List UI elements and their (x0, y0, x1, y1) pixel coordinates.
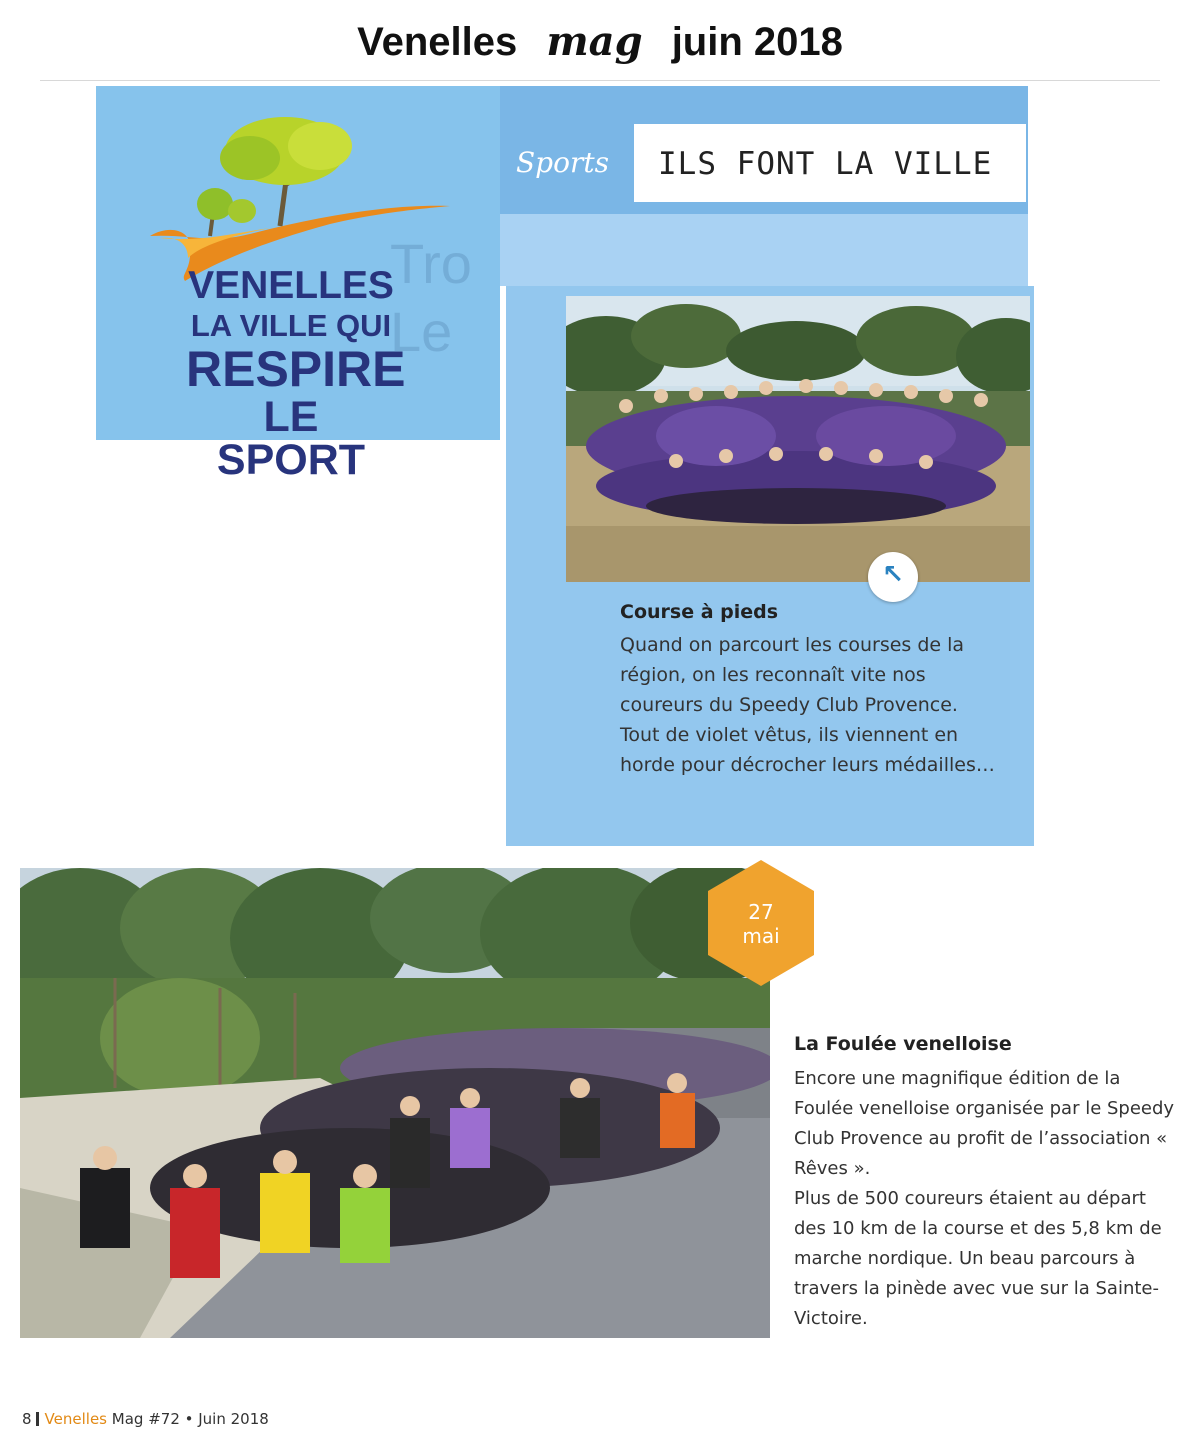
foulee-paragraph-2: Plus de 500 coureurs étaient au départ des 10 km de la course et des 5,8 km de marche nordique. Un beau parcours à travers la pinède avec vue sur la Sainte-Victoire. (794, 1188, 1162, 1329)
page-header (0, 18, 1200, 65)
footer-divider (36, 1412, 39, 1426)
foulee-body (794, 1064, 1180, 1334)
logo-line-1: VENELLES (188, 264, 394, 307)
section-label: Sports (516, 146, 609, 179)
footer-issue: Mag #72 • Juin 2018 (111, 1410, 269, 1428)
runners-group-photo (566, 296, 1030, 582)
header-title-left: Venelles (357, 20, 518, 64)
date-badge-text (706, 900, 816, 948)
header-divider (40, 80, 1160, 81)
course-body: Quand on parcourt les courses de la région, on les reconnaît vite nos coureurs du Speedy Club Provence. Tout de violet vêtus, ils viennent en horde pour décrocher leurs médailles… (620, 634, 995, 776)
arrow-up-badge[interactable] (868, 552, 918, 602)
date-badge-day: 27 (748, 900, 774, 924)
logo-ghost-text: Tro Le (390, 232, 472, 363)
header-title-date: juin 2018 (671, 20, 843, 64)
date-badge-month: mai (742, 924, 780, 948)
course-heading: Course à pieds (620, 601, 779, 623)
logo-line-3: RESPIRE (186, 341, 406, 397)
foulee-paragraph-1: Encore une magnifique édition de la Foulée venelloise organisée par le Speedy Club Provence au profit de l’association « Rêves ». (794, 1068, 1175, 1179)
page-footer (22, 1410, 269, 1428)
logo-line-2: LA VILLE QUI (190, 308, 392, 343)
logo-wordmark (186, 264, 406, 484)
arrow-up-icon: ↖ (882, 560, 904, 590)
section-header-strip (500, 214, 1028, 286)
section-title: ILS FONT LA VILLE (658, 146, 993, 182)
header-title-mag: mag (546, 18, 643, 65)
logo-line-4: LE SPORT (216, 393, 366, 484)
footer-brand: Venelles (44, 1410, 107, 1428)
race-start-photo (20, 868, 770, 1338)
footer-page-number: 8 (22, 1410, 32, 1428)
foulee-heading: La Foulée venelloise (794, 1033, 1012, 1055)
